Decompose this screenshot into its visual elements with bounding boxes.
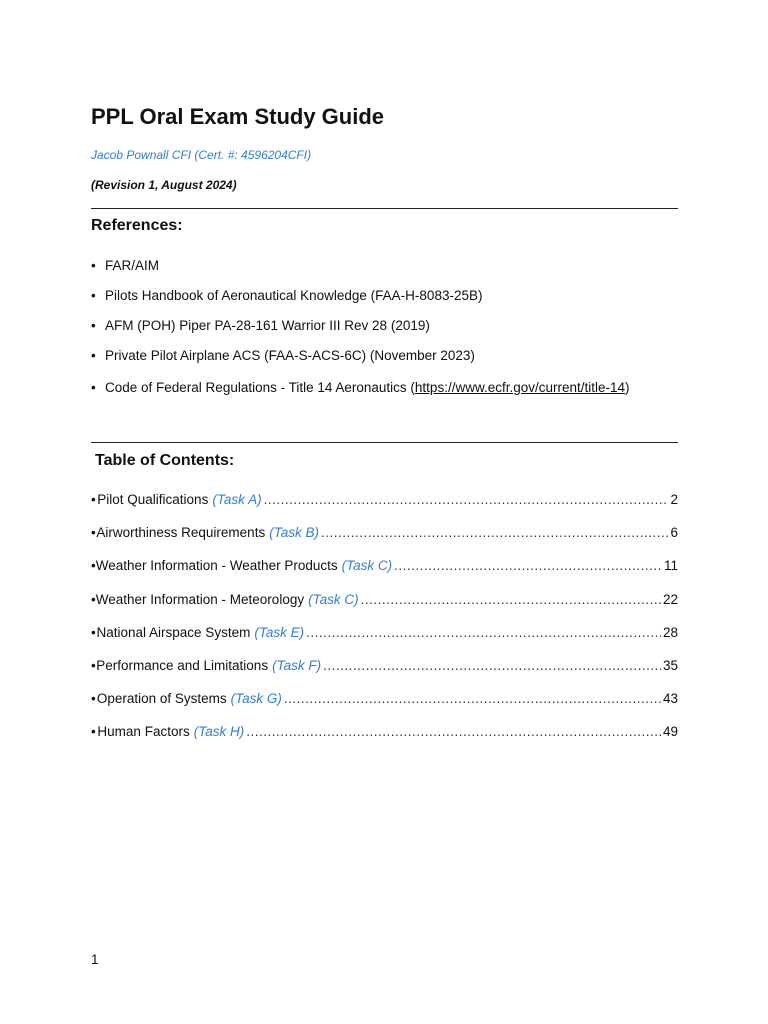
toc-page-number: 11	[663, 558, 678, 573]
references-heading: References:	[91, 217, 183, 234]
bullet: •	[91, 625, 96, 640]
toc-entry[interactable]	[91, 723, 678, 741]
toc-entry[interactable]	[91, 557, 678, 575]
reference-item	[91, 317, 430, 335]
bullet: •	[91, 348, 96, 363]
toc-task-link[interactable]: (Task A)	[212, 492, 262, 507]
toc-leader-dots	[264, 491, 669, 509]
bullet: •	[91, 380, 96, 395]
reference-item	[91, 347, 475, 365]
reference-text: Private Pilot Airplane ACS (FAA-S-ACS-6C) (November 2023)	[105, 348, 475, 363]
reference-text: Pilots Handbook of Aeronautical Knowledge (FAA-H-8083-25B)	[105, 288, 483, 303]
reference-suffix: )	[625, 380, 630, 395]
toc-title: Pilot Qualifications	[97, 492, 209, 507]
toc-page-number: 49	[662, 724, 678, 739]
toc-page-number: 43	[662, 691, 678, 706]
bullet: •	[91, 258, 96, 273]
toc-title: Airworthiness Requirements	[96, 525, 266, 540]
document-title: PPL Oral Exam Study Guide	[91, 104, 385, 129]
toc-task-link[interactable]: (Task H)	[193, 724, 245, 739]
reference-item	[91, 379, 630, 397]
toc-title: Weather Information - Weather Products	[95, 558, 338, 573]
toc-task-link[interactable]: (Task C)	[341, 558, 393, 573]
toc-page-number: 2	[670, 492, 678, 507]
toc-page-number: 35	[662, 658, 678, 673]
bullet: •	[91, 691, 96, 706]
divider	[91, 208, 678, 209]
toc-title: Human Factors	[97, 724, 190, 739]
toc-leader-dots	[394, 557, 662, 575]
toc-leader-dots	[246, 723, 661, 741]
reference-item	[91, 257, 159, 275]
toc-title: Weather Information - Meteorology	[95, 592, 305, 607]
toc-title: Operation of Systems	[96, 691, 227, 706]
toc-entry[interactable]	[91, 591, 678, 609]
reference-item	[91, 287, 482, 305]
page-number: 1	[91, 952, 99, 967]
bullet: •	[91, 288, 96, 303]
bullet: •	[91, 318, 96, 333]
toc-leader-dots	[321, 524, 669, 542]
reference-text: Code of Federal Regulations - Title 14 Aeronautics (	[105, 380, 415, 395]
toc-task-link[interactable]: (Task B)	[269, 525, 319, 540]
author-line: Jacob Pownall CFI (Cert. #: 4596204CFI)	[91, 148, 312, 162]
toc-page-number: 28	[662, 625, 678, 640]
bullet: •	[91, 558, 96, 573]
reference-text: AFM (POH) Piper PA-28-161 Warrior III Rev 28 (2019)	[105, 318, 430, 333]
toc-page-number: 22	[662, 592, 678, 607]
bullet: •	[91, 658, 96, 673]
bullet: •	[91, 592, 96, 607]
reference-text: FAR/AIM	[105, 258, 160, 273]
toc-entry[interactable]	[91, 657, 678, 675]
divider	[91, 442, 678, 443]
toc-page-number: 6	[670, 525, 678, 540]
toc-title: National Airspace System	[96, 625, 251, 640]
toc-entry[interactable]	[91, 624, 678, 642]
bullet: •	[91, 492, 96, 507]
bullet: •	[91, 724, 96, 739]
bullet: •	[91, 525, 96, 540]
revision-line: (Revision 1, August 2024)	[91, 178, 237, 192]
toc-leader-dots	[284, 690, 661, 708]
toc-task-link[interactable]: (Task C)	[308, 592, 359, 607]
toc-task-link[interactable]: (Task F)	[272, 658, 322, 673]
toc-leader-dots	[361, 591, 661, 609]
toc-leader-dots	[323, 657, 661, 675]
toc-entry[interactable]	[91, 491, 678, 509]
toc-heading: Table of Contents:	[95, 452, 235, 469]
toc-task-link[interactable]: (Task G)	[230, 691, 282, 706]
toc-leader-dots	[306, 624, 661, 642]
ecfr-link[interactable]: https://www.ecfr.gov/current/title-14	[414, 380, 626, 395]
toc-entry[interactable]	[91, 524, 678, 542]
toc-task-link[interactable]: (Task E)	[254, 625, 305, 640]
toc-entry[interactable]	[91, 690, 678, 708]
toc-title: Performance and Limitations	[96, 658, 269, 673]
